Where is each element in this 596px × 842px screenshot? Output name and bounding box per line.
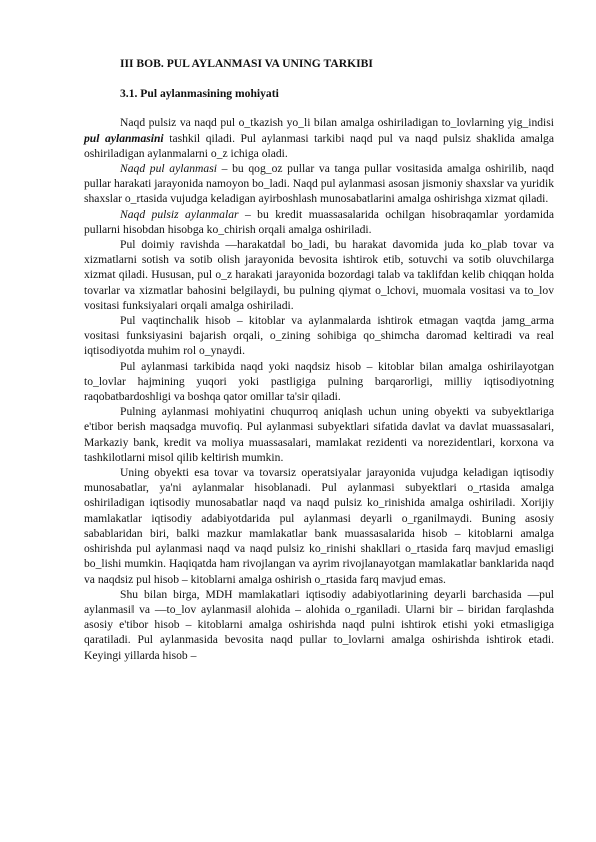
paragraph-8: Uning obyekti esa tovar va tovarsiz operatsiyalar jarayonida vujudga keladigan iqtisodiy munosabatlar, ya'ni aylanmalar hisoblanadi. Pul aylanmasi subyektlari o_rtasida amalga oshiriladigan iqtisodiy munosabatlar naqd va naqd pulsiz ko_rinishida amalga oshiriladi. Xorijiy mamlakatlar iqtisodiy adabiyotdarida pul aylanmasi deyarli o_rganilmaydi. Buning asosiy sabablaridan biri, balki mazkur mamlakatlar bank muassasalarida hisob – kitoblarni amalga oshirishda pul aylanmasi naqd va naqd pulsiz ko_rinishi shakllari o_rtasida farq mavjud emasligi bo_lishi mumkin. Haqiqatda ham rivojlangan va ayrim rivojlanayotgan mamlakatlar banklarida naqd va naqdsiz pul hisob – kitoblarni amalga oshirish o_rtasida farq mavjud emas. bbox=[84, 466, 554, 586]
paragraph-1-text-a: Naqd pulsiz va naqd pul o_tkazish yo_li bilan amalga oshiriladigan to_lovlarning yig_indisi bbox=[120, 116, 554, 130]
paragraph-1 bbox=[84, 115, 554, 161]
paragraph-7: Pulning aylanmasi mohiyatini chuqurroq aniqlash uchun uning obyekti va subyektlariga e'tibor berish maqsadga muvofiq. Pul aylanmasi subyektlari sifatida davlat va davlat muassasalari, Markaziy bank, kredit va moliya muassasalari, mamlakat rezidenti va norezidentlari, korxona va tashkilotlarni misol qilib keltirish mumkin. bbox=[84, 405, 554, 464]
paragraph-2-text: – bu qog_oz pullar va tanga pullar vositasida amalga oshirilib, naqd pullar harakati jarayonida namoyon bo_ladi. Naqd pul aylanmasi asosan jismoniy shaxslar va yuridik shaxslar o_rtasida vujudga keladigan ayirboshlash munosabatlarini amalga oshirishga xizmat qiladi. bbox=[84, 162, 554, 206]
section-title: 3.1. Pul aylanmasining mohiyati bbox=[120, 87, 279, 101]
chapter-title: III BOB. PUL AYLANMASI VA UNING TARKIBI bbox=[120, 57, 373, 70]
document-body bbox=[84, 56, 554, 663]
paragraph-4: Pul doimiy ravishda ―harakatda‖ bo_ladi, bu harakat davomida juda ko_plab tovar va xizmatlarni sotish va sotib olish jarayonida bevosita ishtirok etib, sotuvchi va sotib oluvchilarga xizmat qiladi. Hususan, pul o_z harakati jarayonida bozordagi talab va taklifdan kelib chiqqan holda tovarlar va xizmatlar bahosini belgilaydi, bu pulning qiymat o_lchovi, muomala vositasi va to_lov vositasi funksiyalari orqali amalga oshiriladi. bbox=[84, 238, 554, 312]
term-naqd-pulsiz-aylanmalar: Naqd pulsiz aylanmalar bbox=[120, 207, 239, 221]
paragraph-6: Pul aylanmasi tarkibida naqd yoki naqdsiz hisob – kitoblar bilan amalga oshirilayotgan to_lovlar hajmining yuqori yoki pastligiga pulning barqarorligi, milliy iqtisodiyotning raqobatbardoshligi va boshqa qator omillar ta'sir qiladi. bbox=[84, 359, 554, 404]
paragraph-5: Pul vaqtinchalik hisob – kitoblar va aylanmalarda ishtirok etmagan vaqtda jamg_arma vositasi funksiyasini bajarish orqali, o_zining sohibiga qo_shimcha daromad keltiradi va real iqtisodiyotda muhim rol o_ynaydi. bbox=[84, 314, 554, 358]
paragraph-3 bbox=[84, 207, 554, 237]
term-naqd-pul-aylanmasi: Naqd pul aylanmasi bbox=[120, 162, 217, 176]
paragraph-1-text-c: tashkil qiladi. Pul aylanmasi tarkibi naqd pul va naqd pulsiz shaklida amalga oshiriladigan aylanmalarni o_z ichiga oladi. bbox=[84, 131, 554, 160]
paragraph-3-text: – bu kredit muassasalarida ochilgan hisobraqamlar yordamida pullarni hisobdan hisobga ko_chirish orqali amalga oshiriladi. bbox=[84, 207, 554, 236]
term-pul-aylanmasini: pul aylanmasini bbox=[84, 131, 164, 145]
paragraph-2 bbox=[84, 161, 554, 207]
paragraph-9: Shu bilan birga, MDH mamlakatlari iqtisodiy adabiyotlarining deyarli barchasida ―pul aylanmasi‖ va ―to_lov aylanmasi‖ alohida – alohida o_rganiladi. Ularni bir – biridan farqlashda asosiy e'tibor hisob – kitoblarni amalga oshirishda naqd pulni ishtirok etishi yoki etmasligiga qaratiladi. Pul aylanmasida bevosita naqd pullar to_lovlarni amalga oshirishda ishtirok etadi. Keyingi yillarda hisob – bbox=[84, 587, 554, 662]
